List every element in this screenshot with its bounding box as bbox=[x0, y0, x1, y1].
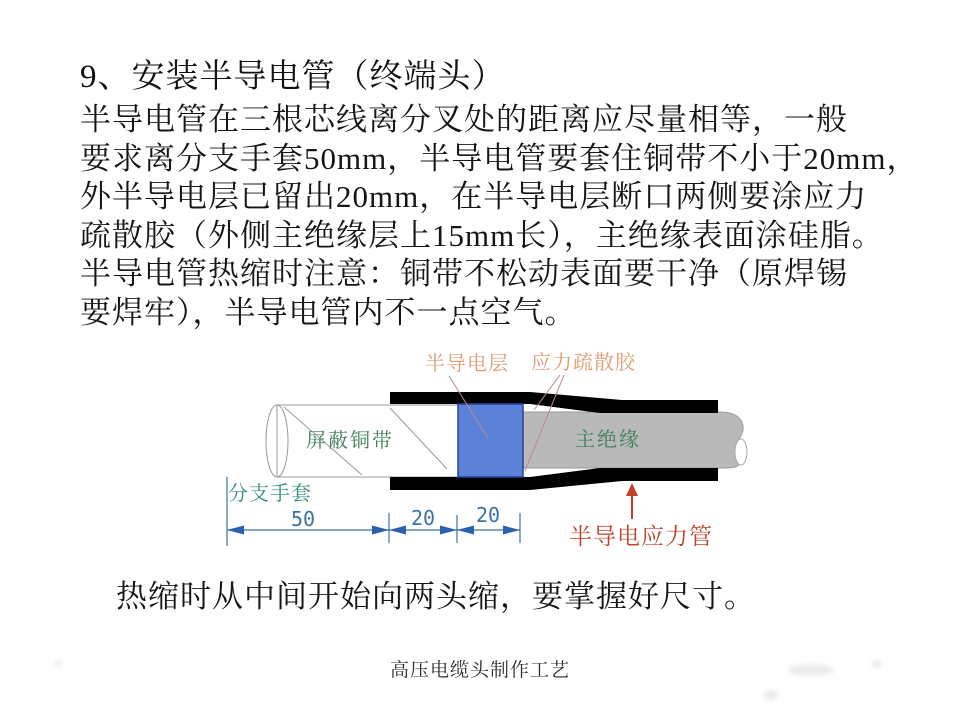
slide-title: 9、安装半导电管（终端头） bbox=[80, 59, 506, 95]
watermark-smudge bbox=[55, 660, 62, 667]
dim-arrowhead bbox=[389, 526, 406, 535]
dim-arrowhead bbox=[457, 526, 474, 535]
label-main-insulation: 主绝缘 bbox=[575, 429, 641, 451]
semiconductive-layer-block bbox=[458, 404, 523, 477]
dim-arrowhead bbox=[227, 526, 244, 535]
dim-value-20a: 20 bbox=[410, 506, 436, 530]
bottom-caption: 热缩时从中间开始向两头缩，要掌握好尺寸。 bbox=[116, 579, 756, 614]
footer-title: 高压电缆头制作工艺 bbox=[389, 660, 570, 681]
watermark-smudge bbox=[872, 660, 882, 668]
stress-tube-top-band bbox=[390, 392, 718, 413]
label-branch-glove: 分支手套 bbox=[228, 483, 312, 505]
dim-value-50: 50 bbox=[290, 507, 316, 531]
watermark-smudge bbox=[788, 664, 834, 676]
body-line: 疏散胶（外侧主绝缘层上15mm长），主绝缘表面涂硅脂。 bbox=[80, 217, 884, 253]
label-stress-dispersion-glue: 应力疏散胶 bbox=[531, 352, 636, 374]
label-shield-copper-tape: 屏蔽铜带 bbox=[306, 430, 394, 452]
body-line: 外半导电层已留出20mm，在半导电层断口两侧要涂应力 bbox=[80, 179, 868, 215]
dim-arrowhead bbox=[440, 526, 457, 535]
dim-value-20b: 20 bbox=[475, 503, 501, 527]
body-line: 半导电管热缩时注意：铜带不松动表面要干净（原焊锡 bbox=[80, 256, 848, 292]
watermark-smudge bbox=[764, 690, 778, 700]
body-line: 要焊牢），半导电管内不一点空气。 bbox=[80, 294, 577, 330]
hatch-line bbox=[390, 408, 447, 469]
body-line: 要求离分支手套50mm，半导电管要套住铜带不小于20mm， bbox=[80, 140, 919, 176]
dim-arrowhead bbox=[372, 526, 389, 535]
body-line: 半导电管在三根芯线离分叉处的距离应尽量相等，一般 bbox=[80, 102, 848, 137]
stress-tube-bottom-band bbox=[390, 468, 718, 490]
stress-tube-arrowhead bbox=[626, 483, 638, 496]
label-semiconductive-stress-tube: 半导电应力管 bbox=[569, 524, 713, 549]
label-semiconductive-layer: 半导电层 bbox=[425, 353, 509, 375]
cable-break-ellipse-right bbox=[735, 439, 747, 465]
dim-arrowhead bbox=[503, 526, 520, 535]
